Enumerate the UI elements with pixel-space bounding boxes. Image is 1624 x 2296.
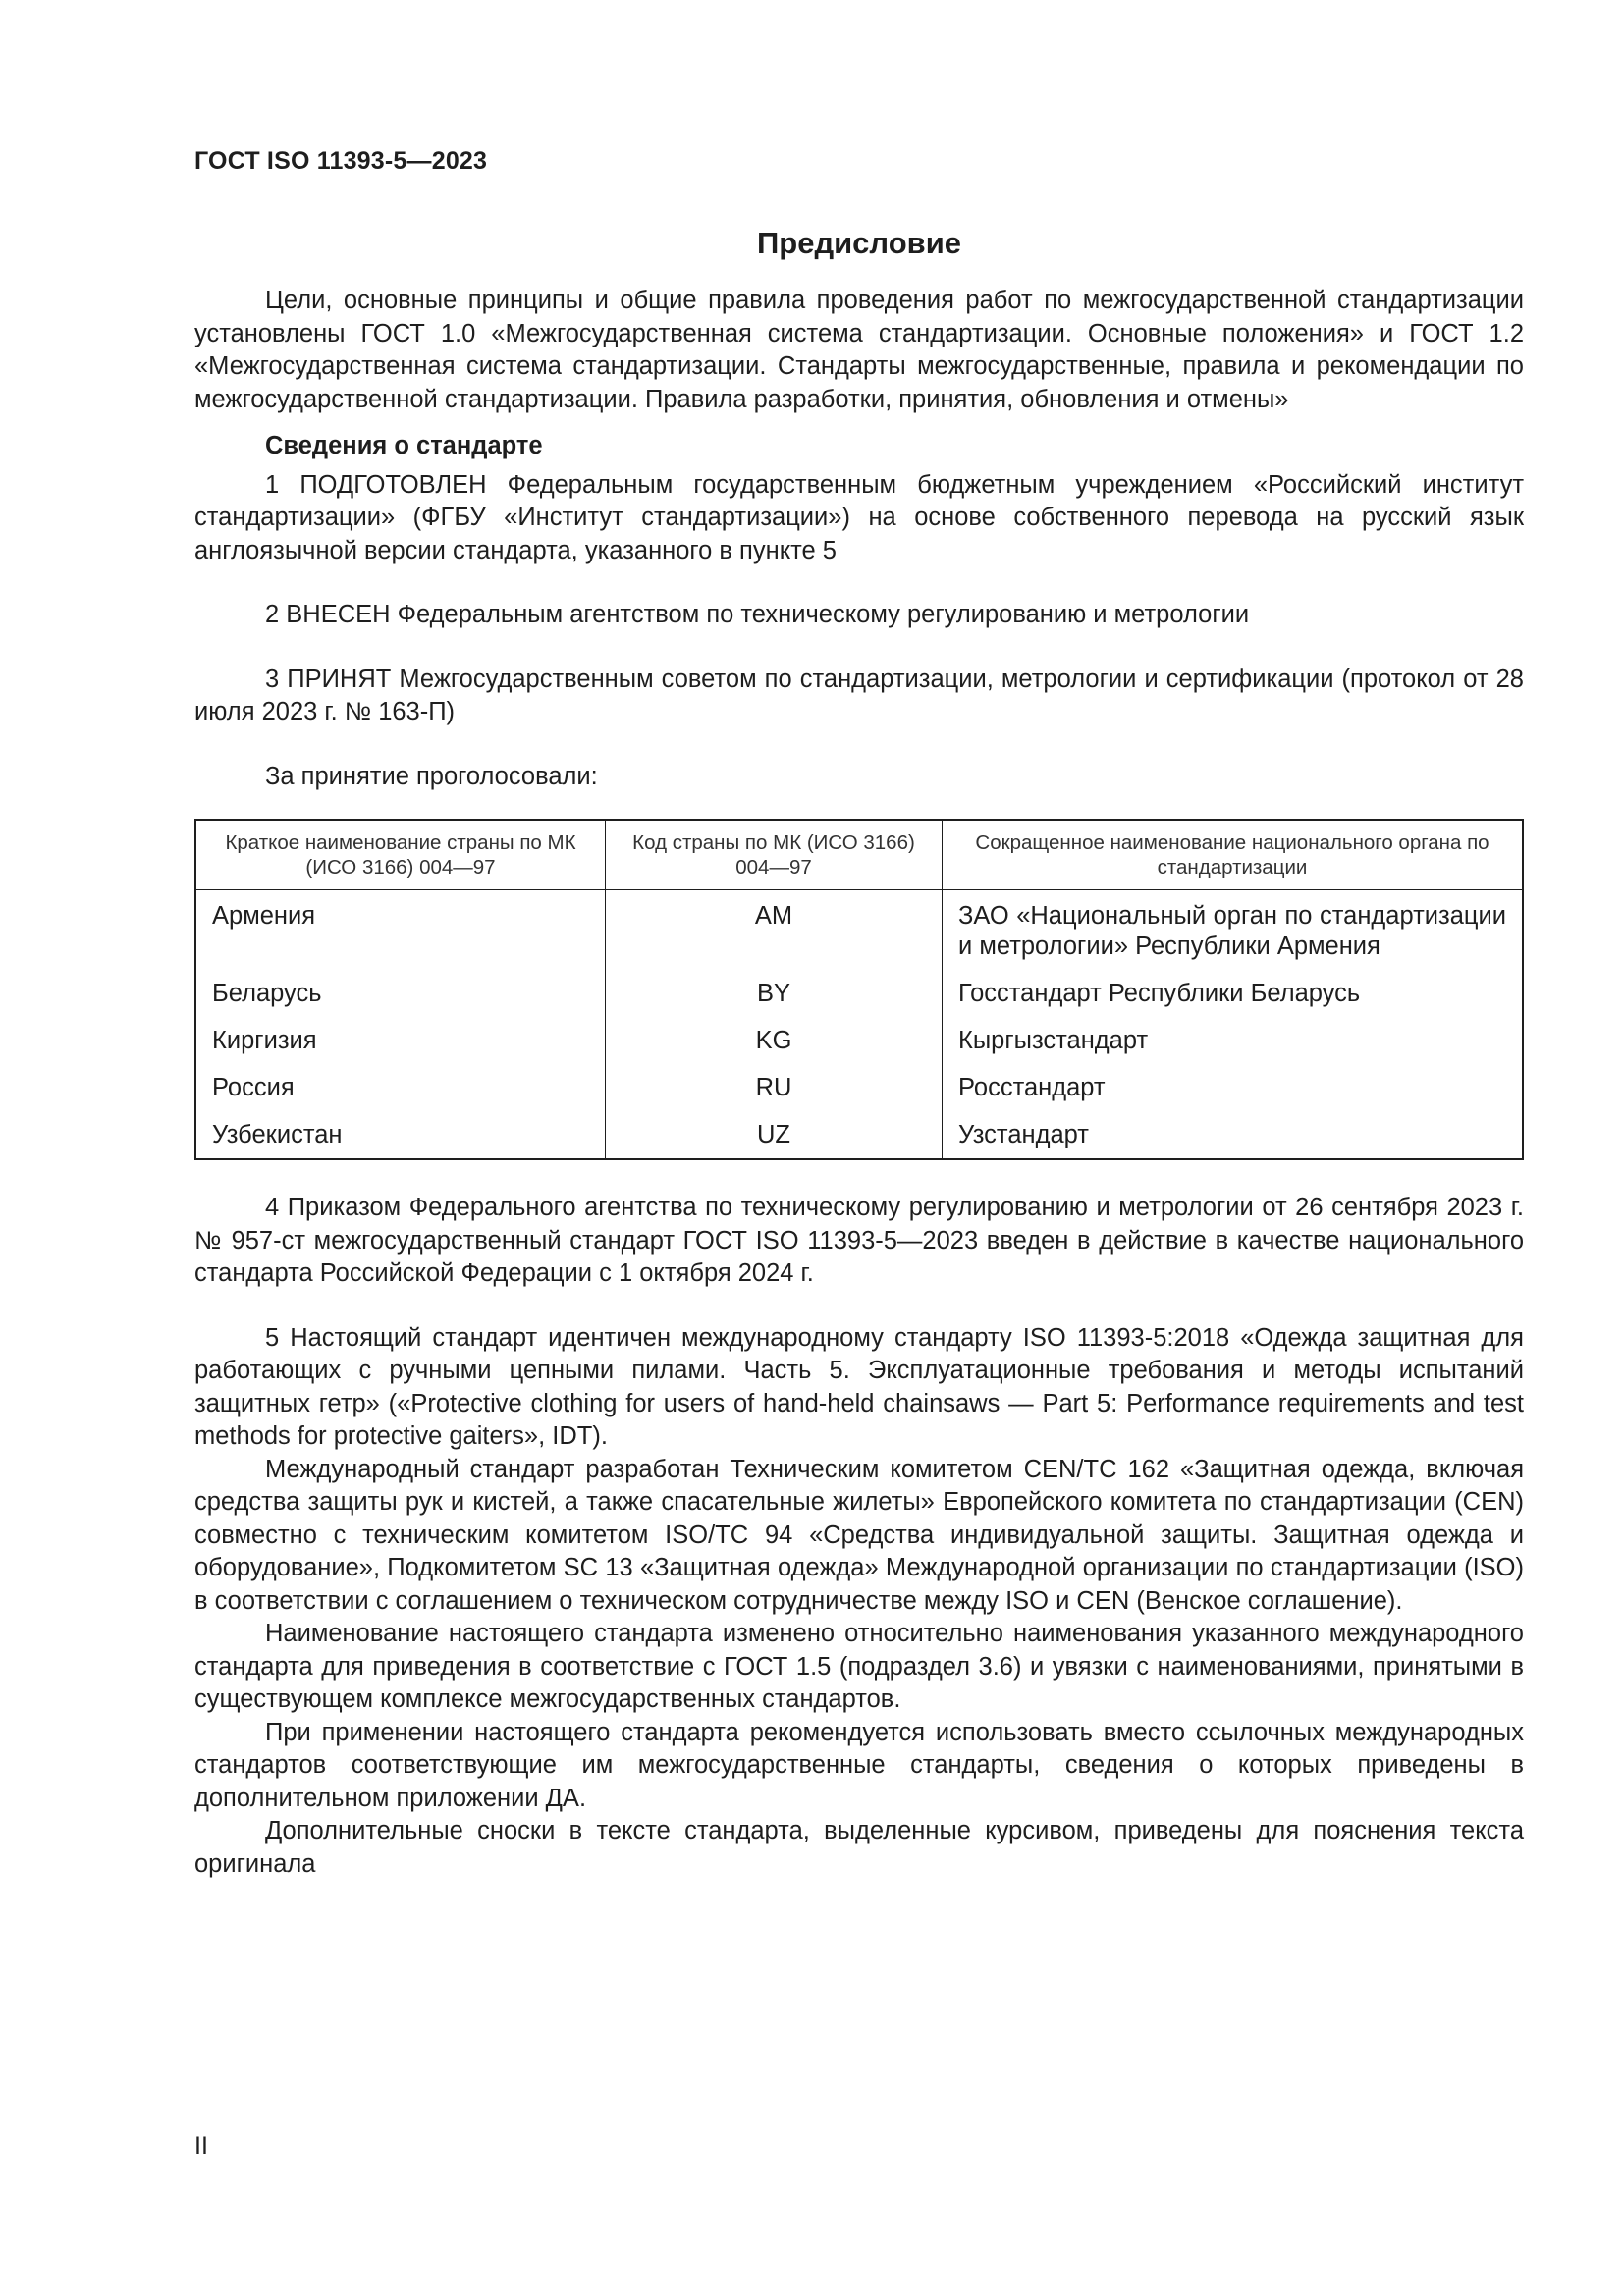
table-header-row [195, 820, 1523, 890]
table-row [195, 1018, 1523, 1065]
cell-country: Беларусь [212, 980, 322, 1007]
cell-national-body: ЗАО «Национальный орган по стандартизации и метрологии» Республики Армения [943, 890, 1524, 972]
item-4-paragraph: 4 Приказом Федерального агентства по техническому регулированию и метрологии от 26 сентября 2023 г. № 957-ст межгосударственный стандарт ГОСТ ISO 11393-5—2023 введен в действие в качестве национального стандарта Российской Федерации с 1 октября 2024 г. [194, 1194, 1524, 1287]
cell-national-body: Узстандарт [943, 1112, 1524, 1159]
table-row [195, 890, 1523, 972]
cell-national-body: Госстандарт Республики Беларусь [943, 971, 1524, 1018]
page-number: II [194, 2132, 208, 2160]
cell-code: RU [606, 1065, 943, 1112]
item-5-title-change-paragraph: Наименование настоящего стандарта изменено относительно наименования указанного международного стандарта для приведения в соответствие с ГОСТ 1.5 (подраздел 3.6) и увязки с наименованиями, принятыми в существующем комплексе межгосударственных стандартов. [194, 1620, 1524, 1713]
cell-code: UZ [606, 1112, 943, 1159]
cell-national-body: Росстандарт [943, 1065, 1524, 1112]
item-3-paragraph: 3 ПРИНЯТ Межгосударственным советом по стандартизации, метрологии и сертификации (протокол от 28 июля 2023 г. № 163-П) [194, 665, 1524, 725]
document-code: ГОСТ ISO 11393-5—2023 [194, 147, 488, 175]
cell-national-body: Кыргызстандарт [943, 1018, 1524, 1065]
table-row [195, 1065, 1523, 1112]
about-standard-heading: Сведения о стандарте [265, 432, 543, 459]
header-national-body: Сокращенное наименование национального органа по стандартизации [943, 820, 1524, 890]
table-row [195, 971, 1523, 1018]
table-row [195, 1112, 1523, 1159]
item-5-paragraph: 5 Настоящий стандарт идентичен международному стандарту ISO 11393-5:2018 «Одежда защитная для работающих с ручными цепными пилами. Часть 5. Эксплуатационные требования и методы испытаний защитных гетр» («Protective clothing for users of hand-held chainsaws — Part 5: Performance requirements and test methods for protective gaiters», IDT). [194, 1323, 1524, 1450]
item-5-references-paragraph: При применении настоящего стандарта рекомендуется использовать вместо ссылочных международных стандартов соответствующие им межгосударственные стандарты, сведения о которых приведены в дополнительном приложении ДА. [194, 1718, 1524, 1812]
cell-country: Узбекистан [212, 1121, 343, 1148]
cell-code: BY [606, 971, 943, 1018]
cell-code: KG [606, 1018, 943, 1065]
cell-code: AM [606, 890, 943, 972]
item-5-footnotes-paragraph: Дополнительные сноски в тексте стандарта, выделенные курсивом, приведены для пояснения текста оригинала [194, 1817, 1524, 1878]
voting-countries-table [194, 819, 1524, 1160]
item-1-paragraph: 1 ПОДГОТОВЛЕН Федеральным государственным бюджетным учреждением «Российский институт стандартизации» (ФГБУ «Институт стандартизации») на основе собственного перевода на русский язык англоязычной версии стандарта, указанного в пункте 5 [194, 470, 1524, 564]
cell-country: Киргизия [212, 1027, 317, 1054]
cell-country: Армения [212, 902, 316, 930]
header-country-code: Код страны по МК (ИСО 3166) 004—97 [606, 820, 943, 890]
votes-intro: За принятие проголосовали: [265, 762, 598, 790]
preface-content [194, 224, 1524, 1881]
intro-paragraph: Цели, основные принципы и общие правила проведения работ по межгосударственной стандартизации установлены ГОСТ 1.0 «Межгосударственная система стандартизации. Основные положения» и ГОСТ 1.2 «Межгосударственная система стандартизации. Стандарты межгосударственные, правила и рекомендации по межгосударственной стандартизации. Правила разработки, принятия, обновления и отмены» [194, 287, 1524, 413]
page-title: Предисловие [756, 226, 961, 260]
item-2-paragraph: 2 ВНЕСЕН Федеральным агентством по техническому регулированию и метрологии [265, 601, 1250, 628]
item-5-committee-paragraph: Международный стандарт разработан Техническим комитетом CEN/TC 162 «Защитная одежда, включая средства защиты рук и кистей, а также спасательные жилеты» Европейского комитета по стандартизации (CEN) совместно с техническим комитетом ISO/TC 94 «Средства индивидуальной защиты. Защитная одежда и оборудование», Подкомитетом SC 13 «Защитная одежда» Международной организации по стандартизации (ISO) в соответствии с соглашением о техническом сотрудничестве между ISO и CEN (Венское соглашение). [194, 1455, 1524, 1615]
cell-country: Россия [212, 1074, 295, 1101]
header-country-name: Краткое наименование страны по МК (ИСО 3166) 004—97 [195, 820, 606, 890]
